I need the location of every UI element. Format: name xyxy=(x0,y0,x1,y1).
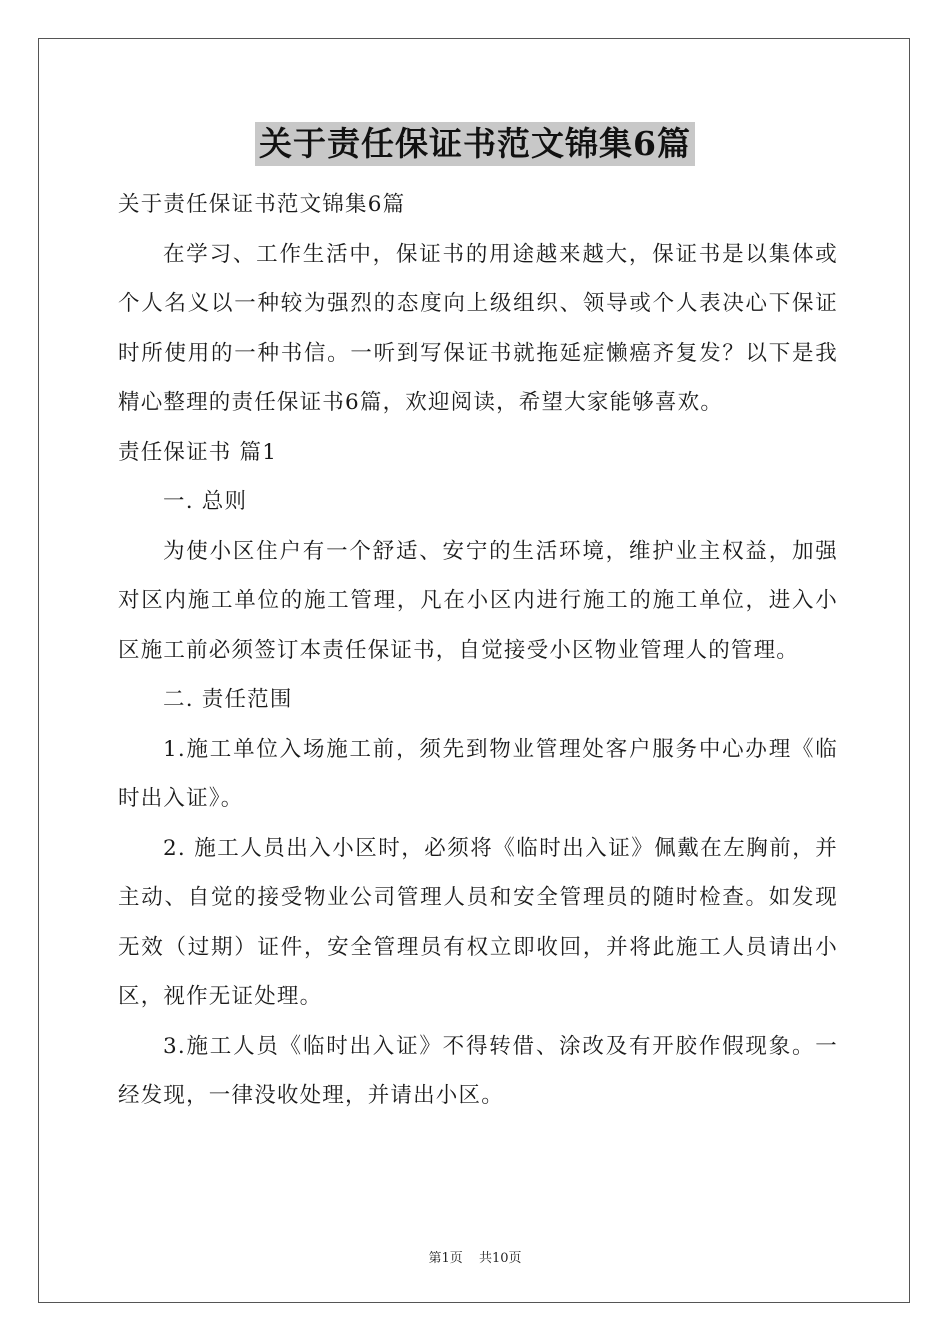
page-number: 第1页 xyxy=(428,1251,463,1266)
list-item: 3.施工人员《临时出入证》不得转借、涂改及有开胶作假现象。一经发现，一律没收处理，并请出小区。 xyxy=(118,1033,838,1108)
list-item: 1.施工单位入场施工前，须先到物业管理处客户服务中心办理《临时出入证》。 xyxy=(118,736,838,811)
document-subtitle: 关于责任保证书范文锦集6篇 xyxy=(118,192,406,217)
clause-heading-general: 一. 总则 xyxy=(163,489,248,514)
section-heading: 责任保证书 篇1 xyxy=(118,439,278,465)
title-container xyxy=(0,122,950,166)
document-title: 关于责任保证书范文锦集6篇 xyxy=(255,122,695,166)
page-total: 共10页 xyxy=(478,1251,522,1266)
document-body xyxy=(118,180,838,1121)
intro-paragraph: 在学习、工作生活中，保证书的用途越来越大，保证书是以集体或个人名义以一种较为强烈的态度向上级组织、领导或个人表决心下保证时所使用的一种书信。一听到写保证书就拖延症懒癌齐复发？以下是我精心整理的责任保证书6篇，欢迎阅读，希望大家能够喜欢。 xyxy=(118,241,838,415)
list-item: 2. 施工人员出入小区时，必须将《临时出入证》佩戴在左胸前，并主动、自觉的接受物业公司管理人员和安全管理员的随时检查。如发现无效（过期）证件，安全管理员有权立即收回，并将此施工人员请出小区，视作无证处理。 xyxy=(118,835,838,1009)
page-footer xyxy=(0,1247,950,1266)
body-paragraph: 为使小区住户有一个舒适、安宁的生活环境，维护业主权益，加强对区内施工单位的施工管理，凡在小区内进行施工的施工单位，进入小区施工前必须签订本责任保证书，自觉接受小区物业管理人的管理。 xyxy=(118,538,838,663)
clause-heading-scope: 二. 责任范围 xyxy=(163,687,293,712)
